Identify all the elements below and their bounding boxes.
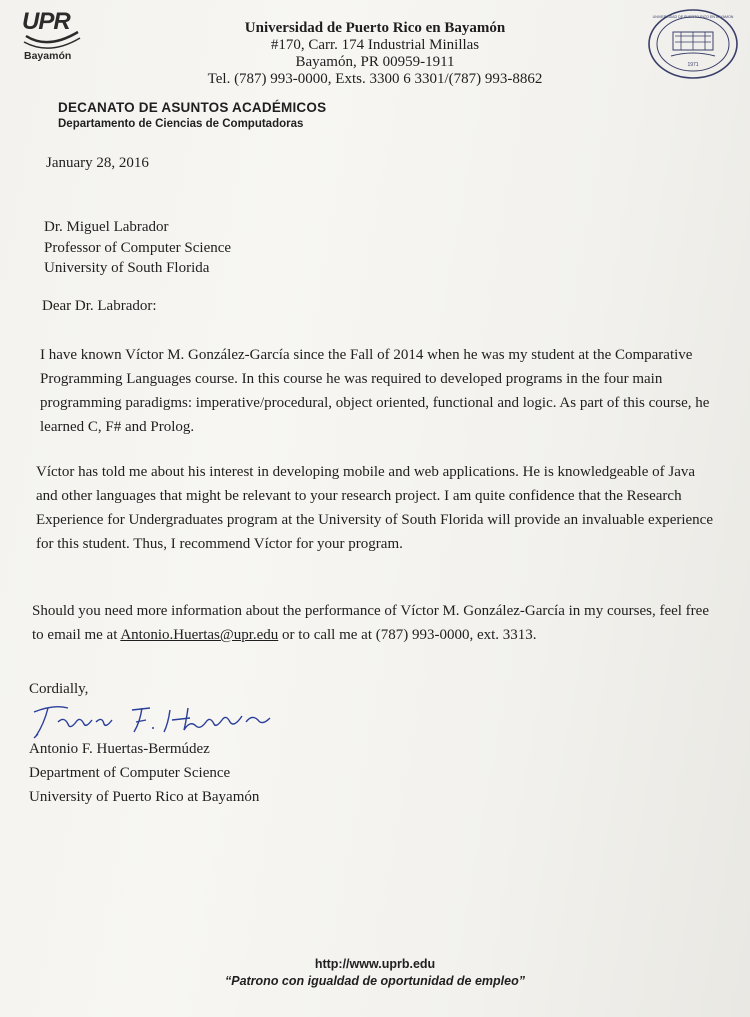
upr-logo <box>18 6 88 68</box>
paragraph-line: programming paradigms: imperative/procedural, object oriented, functional and logic. As part of this course, he <box>40 395 710 411</box>
paragraph-line: for this student. Thus, I recommend Víctor for your program. <box>36 536 403 552</box>
paragraph-line: Experience for Undergraduates program at the University of South Florida will provide an invaluable experience <box>36 512 713 528</box>
phone-line: Tel. (787) 993-0000, Exts. 3300 6 3301/(787) 993-8862 <box>207 71 543 87</box>
paragraph-2 <box>36 460 713 556</box>
email-link[interactable]: Antonio.Huertas@upr.edu <box>120 627 279 643</box>
recipient-block <box>44 217 231 279</box>
paragraph-line: Programming Languages course. In this course he was required to developed programs in the four main <box>40 371 663 387</box>
office-name: DECANATO DE ASUNTOS ACADÉMICOS <box>58 100 327 115</box>
paragraph-line: learned C, F# and Prolog. <box>40 419 195 435</box>
footer-url[interactable]: http://www.uprb.edu <box>314 957 436 971</box>
paragraph-line <box>32 623 709 647</box>
signer-institution: University of Puerto Rico at Bayamón <box>29 789 260 805</box>
university-seal-icon <box>645 6 741 82</box>
paragraph-1 <box>40 343 709 439</box>
paragraph-3 <box>32 599 709 647</box>
address-line-1: #170, Carr. 174 Industrial Minillas <box>270 37 480 53</box>
institution-name: Universidad de Puerto Rico en Bayamón <box>244 20 506 36</box>
logo-text: UPR <box>22 8 70 35</box>
paragraph-line: Víctor has told me about his interest in developing mobile and web applications. He is knowledgeable of Java <box>36 464 696 480</box>
recipient-line: Professor of Computer Science <box>44 239 232 256</box>
address-line-2: Bayamón, PR 00959-1911 <box>295 54 455 70</box>
signer-department: Department of Computer Science <box>29 765 231 781</box>
signer-block <box>29 737 259 809</box>
department-name: Departamento de Ciencias de Computadoras <box>58 118 304 130</box>
contact-prefix: to email me at <box>32 627 121 643</box>
seal-text: UNIVERSIDAD DE PUERTO RICO EN BAYAMON <box>652 15 734 19</box>
recipient-line: University of South Florida <box>44 260 210 276</box>
paragraph-line: I have known Víctor M. González-García since the Fall of 2014 when he was my student at the Comparative <box>40 347 693 363</box>
footer-motto: “Patrono con igualdad de oportunidad de empleo” <box>224 974 525 988</box>
letterhead-header <box>190 20 560 88</box>
logo-campus: Bayamón <box>24 50 72 62</box>
letter-date: January 28, 2016 <box>46 155 149 171</box>
closing: Cordially, <box>29 681 89 697</box>
paragraph-line: and other languages that might be relevant to your research project. I am quite confidence that the Research <box>36 488 682 504</box>
salutation: Dear Dr. Labrador: <box>42 298 157 314</box>
recipient-line: Dr. Miguel Labrador <box>44 219 169 235</box>
signer-name: Antonio F. Huertas-Bermúdez <box>29 741 210 757</box>
seal-year: 1971 <box>687 62 699 68</box>
contact-suffix: or to call me at (787) 993-0000, ext. 3313. <box>278 627 537 643</box>
paragraph-line: Should you need more information about the performance of Víctor M. González-García in my courses, feel free <box>32 603 709 619</box>
